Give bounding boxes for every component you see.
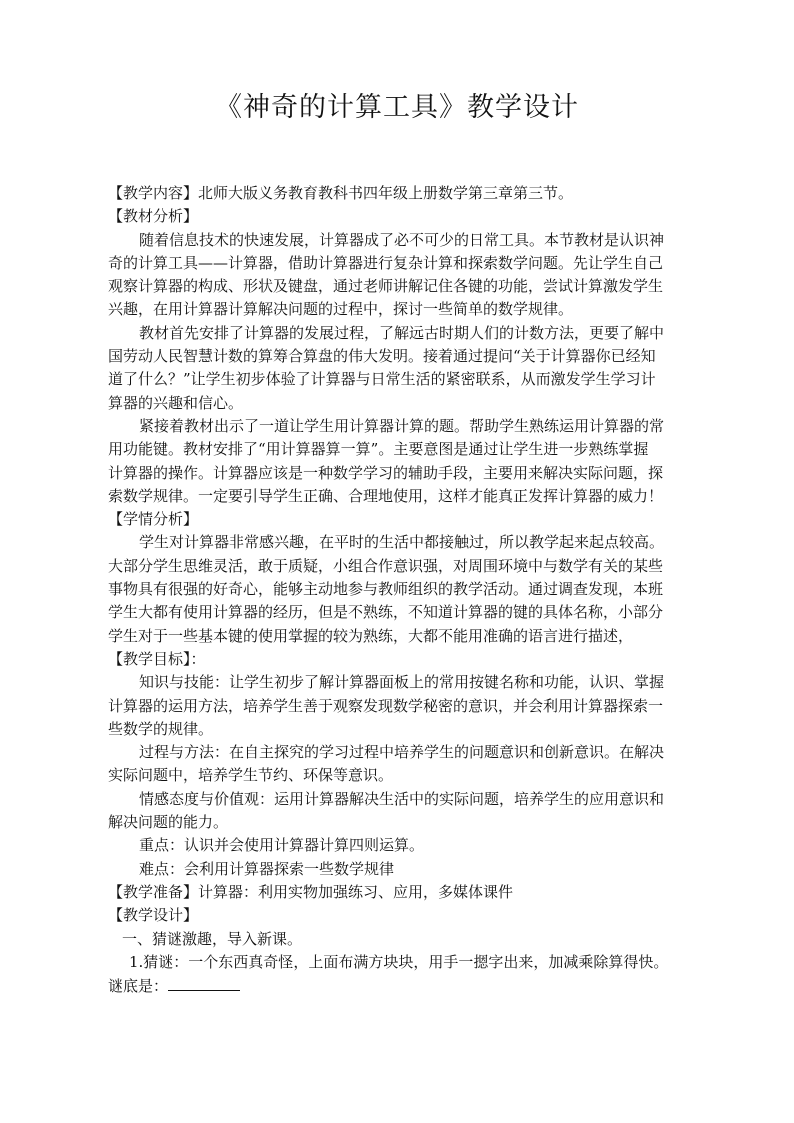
text-line: 实际问题中，培养学生节约、环保等意识。: [108, 766, 394, 785]
text-line: 索数学规律。一定要引导学生正确、合理地使用，这样才能真正发挥计算器的威力！: [108, 486, 664, 505]
text-line: 道了什么？”让学生初步体验了计算器与日常生活的紧密联系，从而激发学生学习计: [108, 370, 656, 389]
text-line: 学生对计算器非常感兴趣，在平时的生活中都接触过，所以教学起来起点较高。: [139, 533, 665, 552]
text-line: 难点：会利用计算器探索一些数学规律: [139, 859, 395, 878]
riddle-answer-label: 谜底是：: [108, 977, 169, 996]
text-line: 奇的计算工具——计算器，借助计算器进行复杂计算和探索数学问题。先让学生自己: [108, 253, 664, 272]
section-heading: 【学情分析】: [108, 510, 199, 529]
answer-blank: [168, 974, 240, 991]
text-line: 1.猜谜：一个东西真奇怪，上面布满方块块，用手一摁字出来，加减乘除算得快。: [129, 952, 669, 971]
section-heading: 【教学目标】：: [108, 649, 206, 668]
text-line: 大部分学生思维灵活，敢于质疑，小组合作意识强，对周围环境中与数学有关的某些: [108, 556, 664, 575]
text-line: 情感态度与价值观：运用计算器解决生活中的实际问题，培养学生的应用意识和: [139, 789, 665, 808]
text-line: 一、猜谜激趣，导入新课。: [122, 929, 303, 948]
text-line: 教材首先安排了计算器的发展过程，了解远古时期人们的计数方法，更要了解中: [139, 323, 665, 342]
text-line: 【教学准备】计算器：利用实物加强练习、应用，多媒体课件: [108, 882, 514, 901]
text-line: 国劳动人民智慧计数的算筹合算盘的伟大发明。接着通过提问“关于计算器你已经知: [108, 347, 656, 366]
text-line: 知识与技能：让学生初步了解计算器面板上的常用按键名称和功能，认识、掌握: [139, 673, 665, 692]
text-line: 事物具有很强的好奇心，能够主动地参与教师组织的教学活动。通过调查发现，本班: [108, 580, 664, 599]
text-line: 用功能键。教材安排了“用计算器算一算”。主要意图是通过让学生进一步熟练掌握: [108, 440, 649, 459]
text-line: 解决问题的能力。: [108, 813, 229, 832]
text-line: 学生对于一些基本键的使用掌握的较为熟练，大都不能用准确的语言进行描述，: [108, 626, 634, 645]
section-heading: 【教材分析】: [108, 207, 199, 226]
text-line: 过程与方法：在自主探究的学习过程中培养学生的问题意识和创新意识。在解决: [139, 743, 665, 762]
text-line: 兴趣，在用计算器计算解决问题的过程中，探讨一些简单的数学规律。: [108, 300, 574, 319]
text-line: 计算器的操作。计算器应该是一种数学学习的辅助手段，主要用来解决实际问题，探: [108, 463, 664, 482]
section-heading: 【教学设计】: [108, 906, 199, 925]
text-line: 学生大都有使用计算器的经历，但是不熟练，不知道计算器的键的具体名称，小部分: [108, 603, 664, 622]
document-body: [108, 182, 704, 997]
text-line: 观察计算器的构成、形状及键盘，通过老师讲解记住各键的功能，尝试计算激发学生: [108, 277, 664, 296]
text-line: 随着信息技术的快速发展，计算器成了必不可少的日常工具。本节教材是认识神: [139, 230, 665, 249]
text-line: 重点：认识并会使用计算器计算四则运算。: [139, 836, 425, 855]
text-line: 计算器的运用方法，培养学生善于观察发现数学秘密的意识，并会利用计算器探索一: [108, 696, 664, 715]
text-line: 些数学的规律。: [108, 719, 214, 738]
text-line: 算器的兴趣和信心。: [108, 393, 244, 412]
riddle-answer-line: [108, 974, 704, 997]
text-line: 【教学内容】北师大版义务教育教科书四年级上册数学第三章第三节。: [108, 184, 574, 202]
document-title: 《神奇的计算工具》教学设计: [215, 92, 579, 123]
text-line: 紧接着教材出示了一道让学生用计算器计算的题。帮助学生熟练运用计算器的常: [139, 416, 665, 435]
